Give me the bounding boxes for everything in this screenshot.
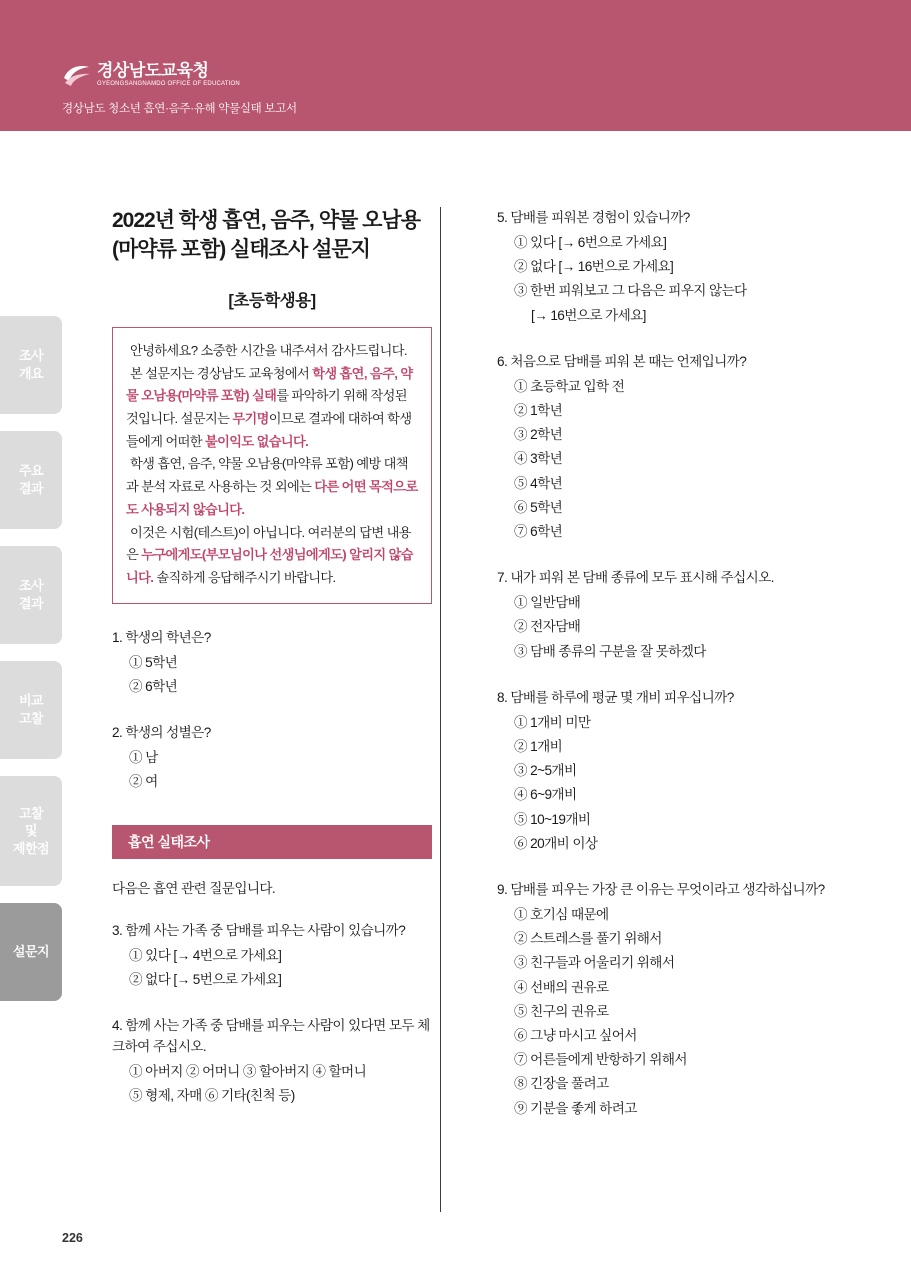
intro-p2-highlight-2: 무기명 [232,411,269,427]
logo-text-korean: 경상남도교육청 [97,61,209,80]
question-text-1 [112,627,432,648]
header-subtitle: 경상남도 청소년 흡연·음주·유해 약물실태 보고서 [62,103,297,115]
question-body-8: 담배를 하루에 평균 몇 개비 피우십니까? [510,689,734,705]
option-item[interactable]: ③ 2~5개비 [514,763,577,779]
intro-paragraph-1 [126,340,418,363]
option-item[interactable]: ② 1학년 [514,403,563,419]
tab-label-line2: 결과 [18,481,44,496]
option-item[interactable]: ⑥ 5학년 [514,499,563,515]
question-text-2 [112,722,432,743]
intro-p2-b: 를 파악하기 위해 작성된 것입니다. 설문지는 [126,388,407,427]
option-item[interactable]: ② 전자담배 [514,619,581,635]
intro-paragraph-2 [126,363,418,454]
option-item[interactable]: ② 6학년 [129,678,178,694]
question-body-5: 담배를 피워본 경험이 있습니까? [510,210,690,225]
question-body-2: 학생의 성별은? [125,725,211,741]
option-item[interactable]: ① 초등학교 입학 전 [514,378,625,394]
option-item[interactable]: ④ 6~9개비 [514,787,577,803]
tab-label-line3: 제한점 [12,840,50,856]
question-block-2 [112,722,432,794]
question-number-1: 1. [112,629,123,645]
question-text-4 [112,1015,432,1057]
question-text-6 [497,351,827,372]
tab-label-line1: 조사 [18,348,44,364]
option-item[interactable]: ② 스트레스를 풀기 위해서 [514,931,662,947]
option-item[interactable]: ⑦ 6학년 [514,524,563,539]
tab-label-line1: 주요 [18,463,44,479]
intro-p4-b: 솔직하게 응답해주시기 바랍니다. [153,569,336,585]
question-block-7 [497,567,827,664]
option-item[interactable]: ⑤ 형제, 자매 ⑥ 기타(친척 등) [129,1088,295,1104]
option-item[interactable]: ⑨ 기분을 좋게 하려고 [514,1100,637,1116]
question-number-9: 9. [497,882,508,897]
question-block-8 [497,687,827,856]
question-number-7: 7. [497,570,508,586]
option-item[interactable]: ③ 한번 피워보고 그 다음은 피우지 않는다 [514,283,747,299]
question-text-8 [497,687,827,708]
option-list-2 [112,746,432,794]
intro-p2-highlight-3: 불이익도 없습니다. [204,433,309,449]
intro-paragraph-4 [126,522,418,590]
question-block-1 [112,627,432,699]
option-list-9 [497,903,827,1121]
option-item[interactable]: ① 남 [129,750,158,766]
option-item[interactable]: ① 아버지 ② 어머니 ③ 할아버지 ④ 할머니 [129,1064,367,1080]
option-item[interactable]: ⑥ 그냥 마시고 싶어서 [514,1028,637,1043]
intro-paragraph-3 [126,453,418,521]
intro-p2-c: 이므로 결과에 대하여 학생들에게 어떠한 [126,411,412,449]
option-item[interactable]: ③ 친구들과 어울리기 위해서 [514,955,675,971]
organization-logo [62,62,240,88]
option-item[interactable]: ⑦ 어른들에게 반항하기 위해서 [514,1052,687,1068]
option-item[interactable]: ⑤ 친구의 권유로 [514,1003,609,1019]
section-header-smoking-survey: 흡연 실태조사 [112,825,432,859]
option-item[interactable]: ① 호기심 때문에 [514,907,609,923]
question-body-3: 함께 사는 가족 중 담배를 피우는 사람이 있습니까? [125,922,406,938]
page-subtitle: [초등학생용] [228,291,316,310]
document-page [0,131,911,1280]
option-item[interactable]: ② 1개비 [514,739,563,755]
option-item[interactable]: ⑤ 4학년 [514,475,563,491]
question-number-6: 6. [497,353,508,369]
question-block-5 [497,207,827,328]
question-block-9 [497,879,827,1121]
column-divider [440,207,441,1212]
page-number: 226 [62,1231,83,1245]
question-number-4: 4. [112,1017,123,1033]
option-list-3 [112,944,432,992]
question-text-9 [497,879,827,900]
tab-label-line2: 및 [24,823,38,839]
option-list-7 [497,591,827,664]
option-item[interactable]: ② 여 [129,774,158,790]
question-number-8: 8. [497,689,508,705]
option-item[interactable]: ① 5학년 [129,654,178,670]
intro-p4-a: 이것은 시험(테스트)이 아닙니다. 여러분의 답변 내용은 [126,524,411,563]
option-item[interactable]: ⑤ 10~19개비 [514,811,591,827]
option-list-4 [112,1060,432,1108]
option-list-8 [497,711,827,856]
intro-p2-a: 본 설문지는 경상남도 교육청에서 [130,365,313,381]
intro-p3-highlight-1: 다른 어떤 목적으로도 사용되지 않습니다. [126,479,418,517]
option-item[interactable]: ⑥ 20개비 이상 [514,835,598,851]
tab-label-line2: 개요 [18,366,44,381]
right-column [497,207,827,1121]
tab-label-line2: 결과 [18,596,44,611]
option-item[interactable]: ① 1개비 미만 [514,714,591,730]
question-block-6 [497,351,827,544]
question-text-7 [497,567,827,588]
option-item[interactable]: ③ 담배 종류의 구분을 잘 못하겠다 [514,643,706,659]
intro-notice-box [112,327,432,604]
tab-label-line2: 고찰 [18,711,44,726]
option-list-5 [497,231,827,304]
intro-p1-text: 안녕하세요? 소중한 시간을 내주셔서 감사드립니다. [130,342,407,358]
option-continuation-5: [→ 16번으로 가세요] [531,307,646,323]
intro-p4-highlight-1: 누구에게도(부모님이나 선생님에게도) 알리지 않습니다. [126,547,413,585]
option-item[interactable]: ① 있다 [→ 6번으로 가세요] [514,235,667,251]
tab-label-line1: 설문지 [12,944,50,960]
intro-p3-a: 학생 흡연, 음주, 약물 오남용(마약류 포함) 예방 대책과 분석 자료로 사용하는 것 외에는 [126,456,408,495]
option-item[interactable]: ② 없다 [→ 16번으로 가세요] [514,259,674,275]
logo-text-english: GYEONGSANGNAMDO OFFICE OF EDUCATION [97,81,240,87]
question-text-3 [112,920,432,941]
question-block-4 [112,1015,432,1109]
option-item[interactable]: ① 일반담배 [514,595,581,611]
option-item[interactable]: ② 없다 [→ 5번으로 가세요] [129,971,282,987]
question-block-3 [112,920,432,992]
option-item[interactable]: ④ 3학년 [514,451,563,467]
question-body-4: 함께 사는 가족 중 담배를 피우는 사람이 있다면 모두 체크하여 주십시오. [112,1017,430,1055]
left-column [112,207,432,1108]
question-body-6: 처음으로 담배를 피워 본 때는 언제입니까? [510,353,747,369]
tab-label-line1: 조사 [18,578,44,594]
intro-p2-highlight-1: 학생 흡연, 음주, 약물 오남용(마약류 포함) 실태 [126,365,413,404]
swoosh-logo-icon [62,62,92,88]
option-list-6 [497,375,827,544]
question-text-5 [497,207,827,228]
option-item[interactable]: ③ 2학년 [514,427,563,443]
option-list-1 [112,651,432,699]
tab-label-line1: 고찰 [18,805,44,821]
question-body-7: 내가 피워 본 담배 종류에 모두 표시해 주십시오. [510,570,774,586]
question-body-9: 담배를 피우는 가장 큰 이유는 무엇이라고 생각하십니까? [510,882,825,897]
section-lead-text: 다음은 흡연 관련 질문입니다. [112,880,276,896]
page-header-band [0,0,911,131]
question-number-5: 5. [497,210,508,225]
question-number-2: 2. [112,725,123,741]
question-body-1: 학생의 학년은? [125,629,211,645]
tab-label-line1: 비교 [18,693,44,709]
option-item[interactable]: ④ 선배의 권유로 [514,979,609,995]
option-item[interactable]: ⑧ 긴장을 풀려고 [514,1076,609,1092]
question-number-3: 3. [112,922,123,938]
page-title: 2022년 학생 흡연, 음주, 약물 오남용(마약류 포함) 실태조사 설문지 [112,209,420,261]
option-item[interactable]: ① 있다 [→ 4번으로 가세요] [129,947,282,963]
